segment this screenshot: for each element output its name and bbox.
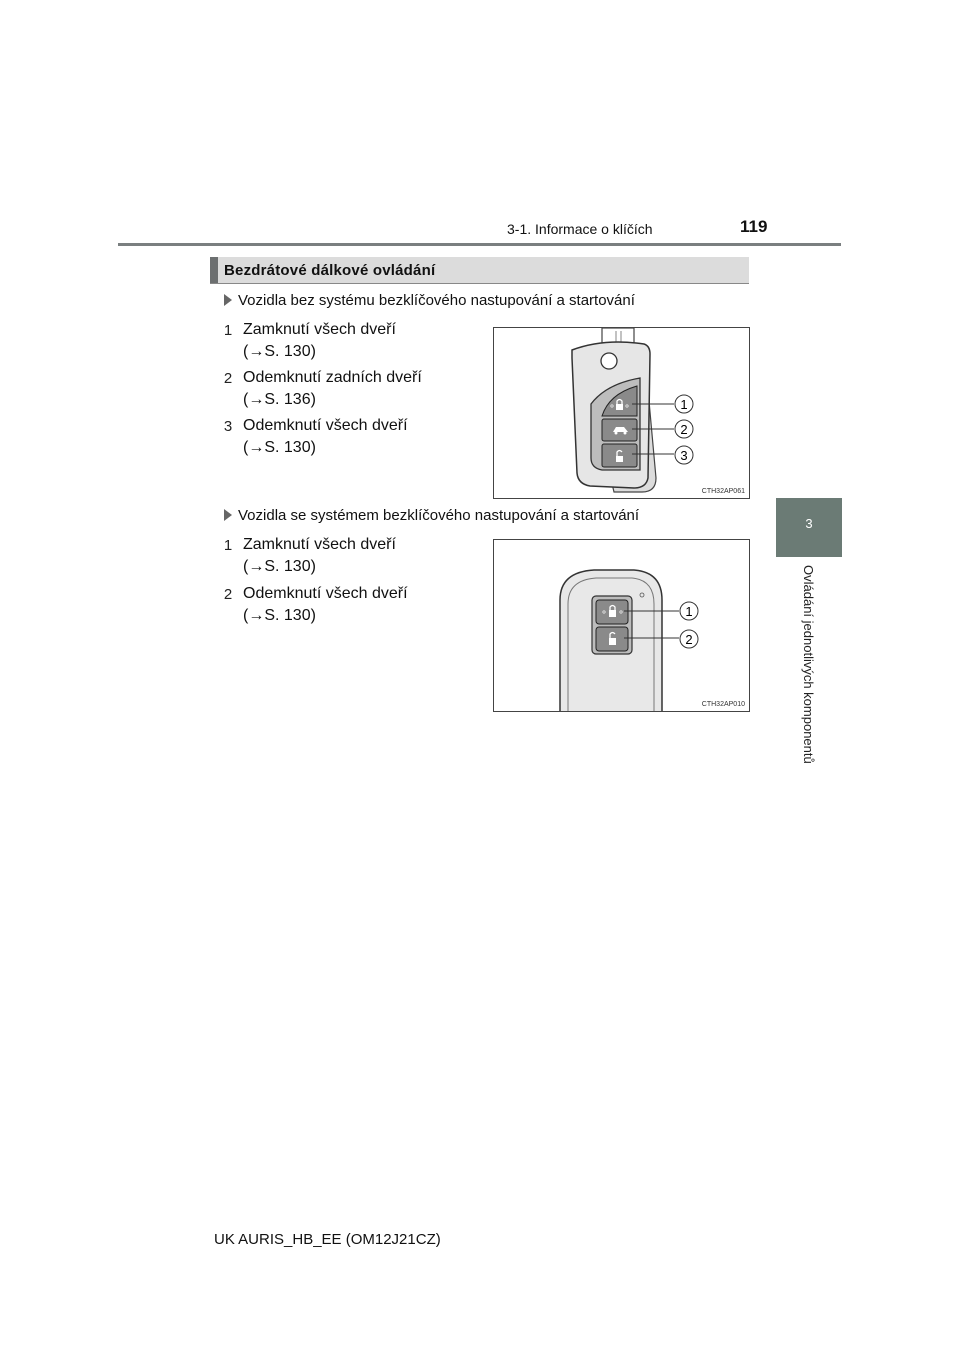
item-number: 2 xyxy=(223,370,233,387)
figure-code: CTH32AP061 xyxy=(701,488,745,495)
chapter-tab-number: 3 xyxy=(805,516,813,531)
callout-2: 2 xyxy=(680,422,688,437)
callout-2: 2 xyxy=(685,632,693,647)
flip-key-illustration xyxy=(493,327,750,499)
list-item: Odemknutí všech dveří (→S. 130) xyxy=(243,583,408,627)
page-number: 119 xyxy=(740,217,768,236)
header-rule xyxy=(118,243,841,246)
item-number: 3 xyxy=(223,418,233,435)
list-item: Zamknutí všech dveří (→S. 130) xyxy=(243,534,396,578)
item-number: 1 xyxy=(223,537,233,554)
flip-key-drawing xyxy=(494,328,749,498)
callout-1: 1 xyxy=(680,397,688,412)
running-header-section: 3-1. Informace o klíčích xyxy=(507,221,653,237)
footer-model-code: UK AURIS_HB_EE (OM12J21CZ) xyxy=(214,1231,441,1248)
page-reference: (→S. 130) xyxy=(243,439,316,456)
section-title: Bezdrátové dálkové ovládání xyxy=(224,262,436,279)
item-number: 1 xyxy=(223,322,233,339)
list-item: Zamknutí všech dveří (→S. 130) xyxy=(243,319,396,363)
list-item: Odemknutí všech dveří (→S. 130) xyxy=(243,415,408,459)
page-reference: (→S. 130) xyxy=(243,607,316,624)
page-reference: (→S. 130) xyxy=(243,558,316,575)
figure-code: CTH32AP010 xyxy=(701,701,745,708)
triangle-bullet-icon xyxy=(224,509,232,521)
chapter-side-label: Ovládání jednotlivých komponentů xyxy=(801,565,816,764)
page-reference: (→S. 130) xyxy=(243,343,316,360)
callout-1: 1 xyxy=(685,604,693,619)
section-rule xyxy=(210,283,749,284)
smart-key-illustration xyxy=(493,539,750,712)
item-number: 2 xyxy=(223,586,233,603)
smart-key-drawing xyxy=(494,540,749,711)
list-item: Odemknutí zadních dveří (→S. 136) xyxy=(243,367,422,411)
triangle-bullet-icon xyxy=(224,294,232,306)
callout-3: 3 xyxy=(680,448,688,463)
group2-heading: Vozidla se systémem bezklíčového nastupování a startování xyxy=(224,507,639,524)
group1-heading: Vozidla bez systému bezklíčového nastupování a startování xyxy=(224,292,635,309)
page-reference: (→S. 136) xyxy=(243,391,316,408)
